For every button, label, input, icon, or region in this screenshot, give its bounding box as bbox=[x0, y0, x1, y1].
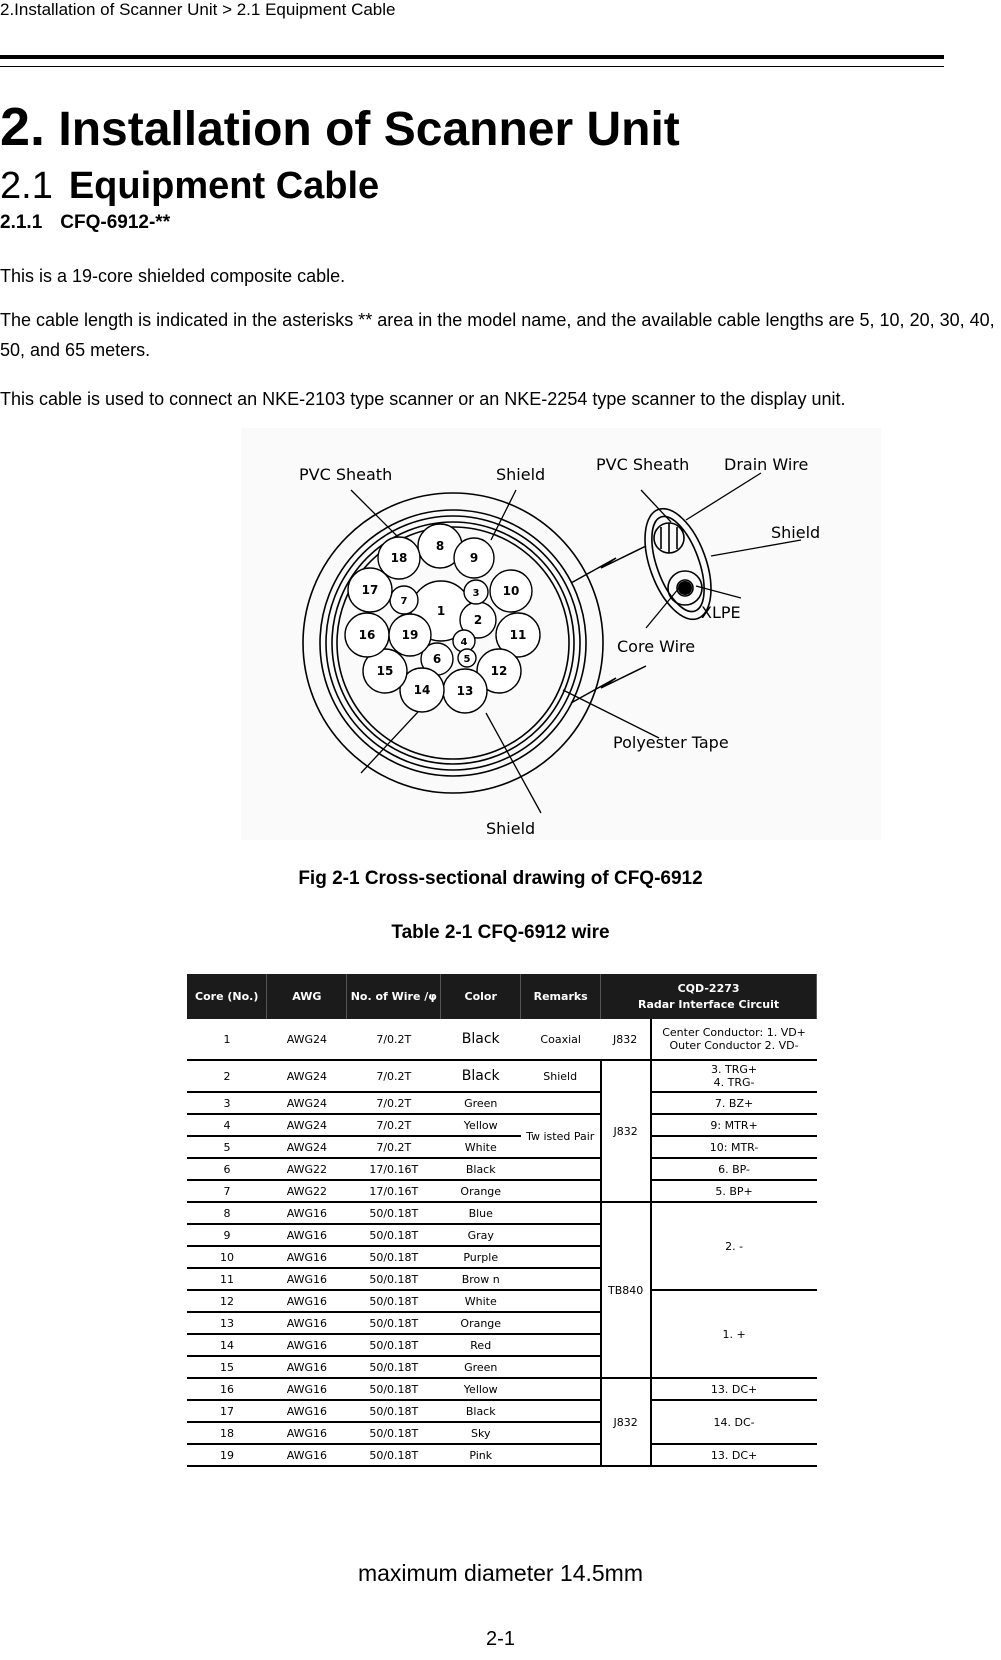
cell-core: 3 bbox=[187, 1092, 267, 1114]
cell-core: 12 bbox=[187, 1290, 267, 1312]
remark-empty bbox=[521, 1312, 601, 1334]
cell-color: Gray bbox=[441, 1224, 521, 1246]
label-shield-bottom: Shield bbox=[486, 819, 536, 838]
core-number: 14 bbox=[413, 683, 431, 697]
circuit-dc-minus: 14. DC- bbox=[651, 1400, 817, 1444]
header-cqd bbox=[601, 974, 817, 1019]
cell-awg: AWG16 bbox=[267, 1356, 347, 1378]
table-row bbox=[187, 1019, 817, 1060]
header-awg: AWG bbox=[267, 974, 347, 1019]
label-polyester-tape: Polyester Tape bbox=[613, 733, 729, 752]
connector-j832-c: J832 bbox=[601, 1378, 651, 1466]
cell-wire: 50/0.18T bbox=[347, 1290, 441, 1312]
cell-wire: 17/0.16T bbox=[347, 1158, 441, 1180]
header-cqd-line2: Radar Interface Circuit bbox=[637, 997, 780, 1011]
cell-awg: AWG24 bbox=[267, 1114, 347, 1136]
circuit-line: Outer Conductor 2. VD- bbox=[669, 1039, 799, 1052]
remark-empty bbox=[521, 1444, 601, 1466]
cell-core: 15 bbox=[187, 1356, 267, 1378]
page-number: 2-1 bbox=[486, 1628, 515, 1650]
paragraph-3: This cable is used to connect an NKE-2103 type scanner or an NKE-2254 type scanner to the display unit. bbox=[0, 389, 846, 409]
cell-wire: 7/0.2T bbox=[347, 1019, 441, 1060]
core-number: 5 bbox=[463, 654, 471, 665]
circuit-vd bbox=[651, 1019, 817, 1060]
cell-wire: 17/0.16T bbox=[347, 1180, 441, 1202]
cell-core: 7 bbox=[187, 1180, 267, 1202]
core-number: 13 bbox=[456, 684, 474, 698]
cell-color: White bbox=[441, 1290, 521, 1312]
chapter-heading bbox=[0, 96, 680, 158]
cell-color: White bbox=[441, 1136, 521, 1158]
cell-core: 4 bbox=[187, 1114, 267, 1136]
label-pvc-sheath-left: PVC Sheath bbox=[299, 465, 393, 484]
cell-wire: 50/0.18T bbox=[347, 1378, 441, 1400]
cell-core: 11 bbox=[187, 1268, 267, 1290]
remark-empty bbox=[521, 1400, 601, 1422]
cell-color: Yellow bbox=[441, 1378, 521, 1400]
circuit-trg bbox=[651, 1060, 817, 1092]
label-xlpe: XLPE bbox=[701, 603, 741, 622]
header-rule-thick bbox=[0, 55, 944, 59]
cell-color: Pink bbox=[441, 1444, 521, 1466]
cell-awg: AWG24 bbox=[267, 1092, 347, 1114]
subsection-number: 2.1.1 bbox=[0, 212, 43, 233]
table-row bbox=[187, 1378, 817, 1400]
label-shield-top: Shield bbox=[496, 465, 546, 484]
cell-wire: 7/0.2T bbox=[347, 1060, 441, 1092]
cell-awg: AWG22 bbox=[267, 1158, 347, 1180]
core-number: 18 bbox=[390, 551, 408, 565]
core-number: 12 bbox=[490, 664, 508, 678]
cell-core: 1 bbox=[187, 1019, 267, 1060]
cell-color: Black bbox=[441, 1019, 521, 1060]
cell-color: Black bbox=[441, 1158, 521, 1180]
cell-color: Sky bbox=[441, 1422, 521, 1444]
circuit-bz: 7. BZ+ bbox=[651, 1092, 817, 1114]
core-number: 9 bbox=[469, 551, 479, 565]
cell-awg: AWG16 bbox=[267, 1268, 347, 1290]
core-number: 7 bbox=[400, 596, 408, 607]
circuit-line: 4. TRG- bbox=[713, 1076, 755, 1089]
core-number: 19 bbox=[401, 628, 419, 642]
remark-shield: Shield bbox=[521, 1060, 601, 1092]
remark-empty bbox=[521, 1246, 601, 1268]
cell-wire: 50/0.18T bbox=[347, 1224, 441, 1246]
remark-empty bbox=[521, 1224, 601, 1246]
breadcrumb: 2.Installation of Scanner Unit > 2.1 Equipment Cable bbox=[0, 0, 396, 19]
remark-empty bbox=[521, 1268, 601, 1290]
table-row bbox=[187, 1400, 817, 1422]
cell-color: Black bbox=[441, 1060, 521, 1092]
remark-empty bbox=[521, 1158, 601, 1180]
label-drain-wire: Drain Wire bbox=[724, 455, 809, 474]
label-core-wire: Core Wire bbox=[617, 637, 696, 656]
circuit-minus: 2. - bbox=[651, 1202, 817, 1290]
circuit-mtr-minus: 10: MTR- bbox=[651, 1136, 817, 1158]
chapter-number: 2. bbox=[0, 97, 46, 157]
circuit-bp-minus: 6. BP- bbox=[651, 1158, 817, 1180]
cell-color: Purple bbox=[441, 1246, 521, 1268]
cable-drawing bbox=[241, 428, 881, 840]
core-number: 11 bbox=[509, 628, 527, 642]
core-number: 10 bbox=[502, 584, 520, 598]
cell-core: 19 bbox=[187, 1444, 267, 1466]
cell-core: 10 bbox=[187, 1246, 267, 1268]
connector-j832-a: J832 bbox=[601, 1019, 651, 1060]
remark-empty bbox=[521, 1378, 601, 1400]
core-number: 3 bbox=[472, 588, 480, 599]
table-caption: Table 2-1 CFQ-6912 wire bbox=[391, 922, 610, 943]
connector-tb840: TB840 bbox=[601, 1202, 651, 1378]
cell-awg: AWG16 bbox=[267, 1400, 347, 1422]
cell-core: 2 bbox=[187, 1060, 267, 1092]
table-row bbox=[187, 1060, 817, 1092]
cell-wire: 50/0.18T bbox=[347, 1202, 441, 1224]
core-number: 17 bbox=[361, 583, 379, 597]
subsection-heading bbox=[0, 212, 170, 234]
header-wire: No. of Wire /φ bbox=[347, 974, 441, 1019]
core-number: 4 bbox=[460, 637, 468, 648]
cell-wire: 50/0.18T bbox=[347, 1246, 441, 1268]
core-number: 15 bbox=[376, 664, 394, 678]
circuit-plus: 1. + bbox=[651, 1290, 817, 1378]
cell-awg: AWG16 bbox=[267, 1422, 347, 1444]
circuit-mtr-plus: 9: MTR+ bbox=[651, 1114, 817, 1136]
table-row bbox=[187, 1202, 817, 1224]
table-row bbox=[187, 1092, 817, 1114]
header-color: Color bbox=[441, 974, 521, 1019]
section-heading bbox=[0, 165, 379, 208]
core-number: 8 bbox=[435, 539, 445, 553]
cell-core: 6 bbox=[187, 1158, 267, 1180]
cell-color: Green bbox=[441, 1356, 521, 1378]
cell-awg: AWG16 bbox=[267, 1312, 347, 1334]
remark-empty bbox=[521, 1092, 601, 1114]
cell-core: 8 bbox=[187, 1202, 267, 1224]
paragraph-1: This is a 19-core shielded composite cable. bbox=[0, 266, 346, 286]
remark-empty bbox=[521, 1180, 601, 1202]
header-remarks: Remarks bbox=[521, 974, 601, 1019]
circuit-line: 3. TRG+ bbox=[711, 1063, 758, 1076]
cell-wire: 7/0.2T bbox=[347, 1092, 441, 1114]
remark-empty bbox=[521, 1334, 601, 1356]
cell-awg: AWG24 bbox=[267, 1019, 347, 1060]
cell-core: 13 bbox=[187, 1312, 267, 1334]
cell-wire: 50/0.18T bbox=[347, 1334, 441, 1356]
remark-empty bbox=[521, 1356, 601, 1378]
table-row bbox=[187, 1158, 817, 1180]
cell-awg: AWG24 bbox=[267, 1060, 347, 1092]
cell-wire: 50/0.18T bbox=[347, 1422, 441, 1444]
cell-wire: 50/0.18T bbox=[347, 1400, 441, 1422]
cell-core: 16 bbox=[187, 1378, 267, 1400]
header-cqd-line1: CQD-2273 bbox=[677, 981, 740, 995]
table-header-row bbox=[187, 974, 817, 1019]
circuit-dc-plus: 13. DC+ bbox=[651, 1378, 817, 1400]
cell-awg: AWG22 bbox=[267, 1180, 347, 1202]
header-core: Core (No.) bbox=[187, 974, 267, 1019]
remark-empty bbox=[521, 1422, 601, 1444]
cable-cross-section-figure bbox=[241, 428, 881, 840]
cell-core: 14 bbox=[187, 1334, 267, 1356]
label-shield-right: Shield bbox=[771, 523, 821, 542]
cell-wire: 50/0.18T bbox=[347, 1356, 441, 1378]
cell-color: Black bbox=[441, 1400, 521, 1422]
connector-j832-b: J832 bbox=[601, 1060, 651, 1202]
subsection-title: CFQ-6912-** bbox=[60, 212, 171, 233]
cell-awg: AWG16 bbox=[267, 1202, 347, 1224]
cell-wire: 50/0.18T bbox=[347, 1312, 441, 1334]
chapter-title: Installation of Scanner Unit bbox=[58, 103, 680, 156]
cell-core: 17 bbox=[187, 1400, 267, 1422]
wire-table bbox=[187, 974, 817, 1467]
cell-core: 9 bbox=[187, 1224, 267, 1246]
core-number: 1 bbox=[436, 604, 446, 618]
cell-color: Orange bbox=[441, 1312, 521, 1334]
cell-awg: AWG16 bbox=[267, 1378, 347, 1400]
remark-coaxial: Coaxial bbox=[521, 1019, 601, 1060]
figure-caption: Fig 2-1 Cross-sectional drawing of CFQ-6912 bbox=[298, 868, 703, 889]
cell-awg: AWG16 bbox=[267, 1246, 347, 1268]
cell-wire: 50/0.18T bbox=[347, 1444, 441, 1466]
circuit-dc-plus-2: 13. DC+ bbox=[651, 1444, 817, 1466]
cell-color: Red bbox=[441, 1334, 521, 1356]
remark-empty bbox=[521, 1202, 601, 1224]
remark-empty bbox=[521, 1290, 601, 1312]
diameter-note: maximum diameter 14.5mm bbox=[357, 1560, 644, 1586]
remark-twisted-pair: Tw isted Pair bbox=[521, 1114, 601, 1158]
table-row bbox=[187, 1136, 817, 1158]
section-title: Equipment Cable bbox=[68, 165, 380, 207]
label-pvc-sheath-right: PVC Sheath bbox=[596, 455, 690, 474]
cell-wire: 7/0.2T bbox=[347, 1114, 441, 1136]
cell-wire: 7/0.2T bbox=[347, 1136, 441, 1158]
cell-awg: AWG16 bbox=[267, 1290, 347, 1312]
table-row bbox=[187, 1444, 817, 1466]
header-rule-thin bbox=[0, 66, 944, 67]
table-row bbox=[187, 1290, 817, 1312]
cell-wire: 50/0.18T bbox=[347, 1268, 441, 1290]
cell-awg: AWG16 bbox=[267, 1334, 347, 1356]
cell-awg: AWG16 bbox=[267, 1224, 347, 1246]
table-row bbox=[187, 1114, 817, 1136]
core-number: 2 bbox=[473, 613, 483, 627]
core-number: 6 bbox=[432, 652, 442, 666]
cell-color: Brow n bbox=[441, 1268, 521, 1290]
circuit-bp-plus: 5. BP+ bbox=[651, 1180, 817, 1202]
cell-color: Orange bbox=[441, 1180, 521, 1202]
cell-color: Green bbox=[441, 1092, 521, 1114]
cell-awg: AWG16 bbox=[267, 1444, 347, 1466]
section-number: 2.1 bbox=[0, 165, 53, 207]
table-row bbox=[187, 1180, 817, 1202]
cell-core: 18 bbox=[187, 1422, 267, 1444]
paragraph-2: The cable length is indicated in the asterisks ** area in the model name, and the available cable lengths are 5, 10, 20, 30, 40, 50, and 65 meters. bbox=[0, 310, 995, 360]
cell-color: Yellow bbox=[441, 1114, 521, 1136]
core-number: 16 bbox=[358, 628, 376, 642]
cell-core: 5 bbox=[187, 1136, 267, 1158]
cell-color: Blue bbox=[441, 1202, 521, 1224]
cell-awg: AWG24 bbox=[267, 1136, 347, 1158]
circuit-line: Center Conductor: 1. VD+ bbox=[662, 1026, 806, 1039]
